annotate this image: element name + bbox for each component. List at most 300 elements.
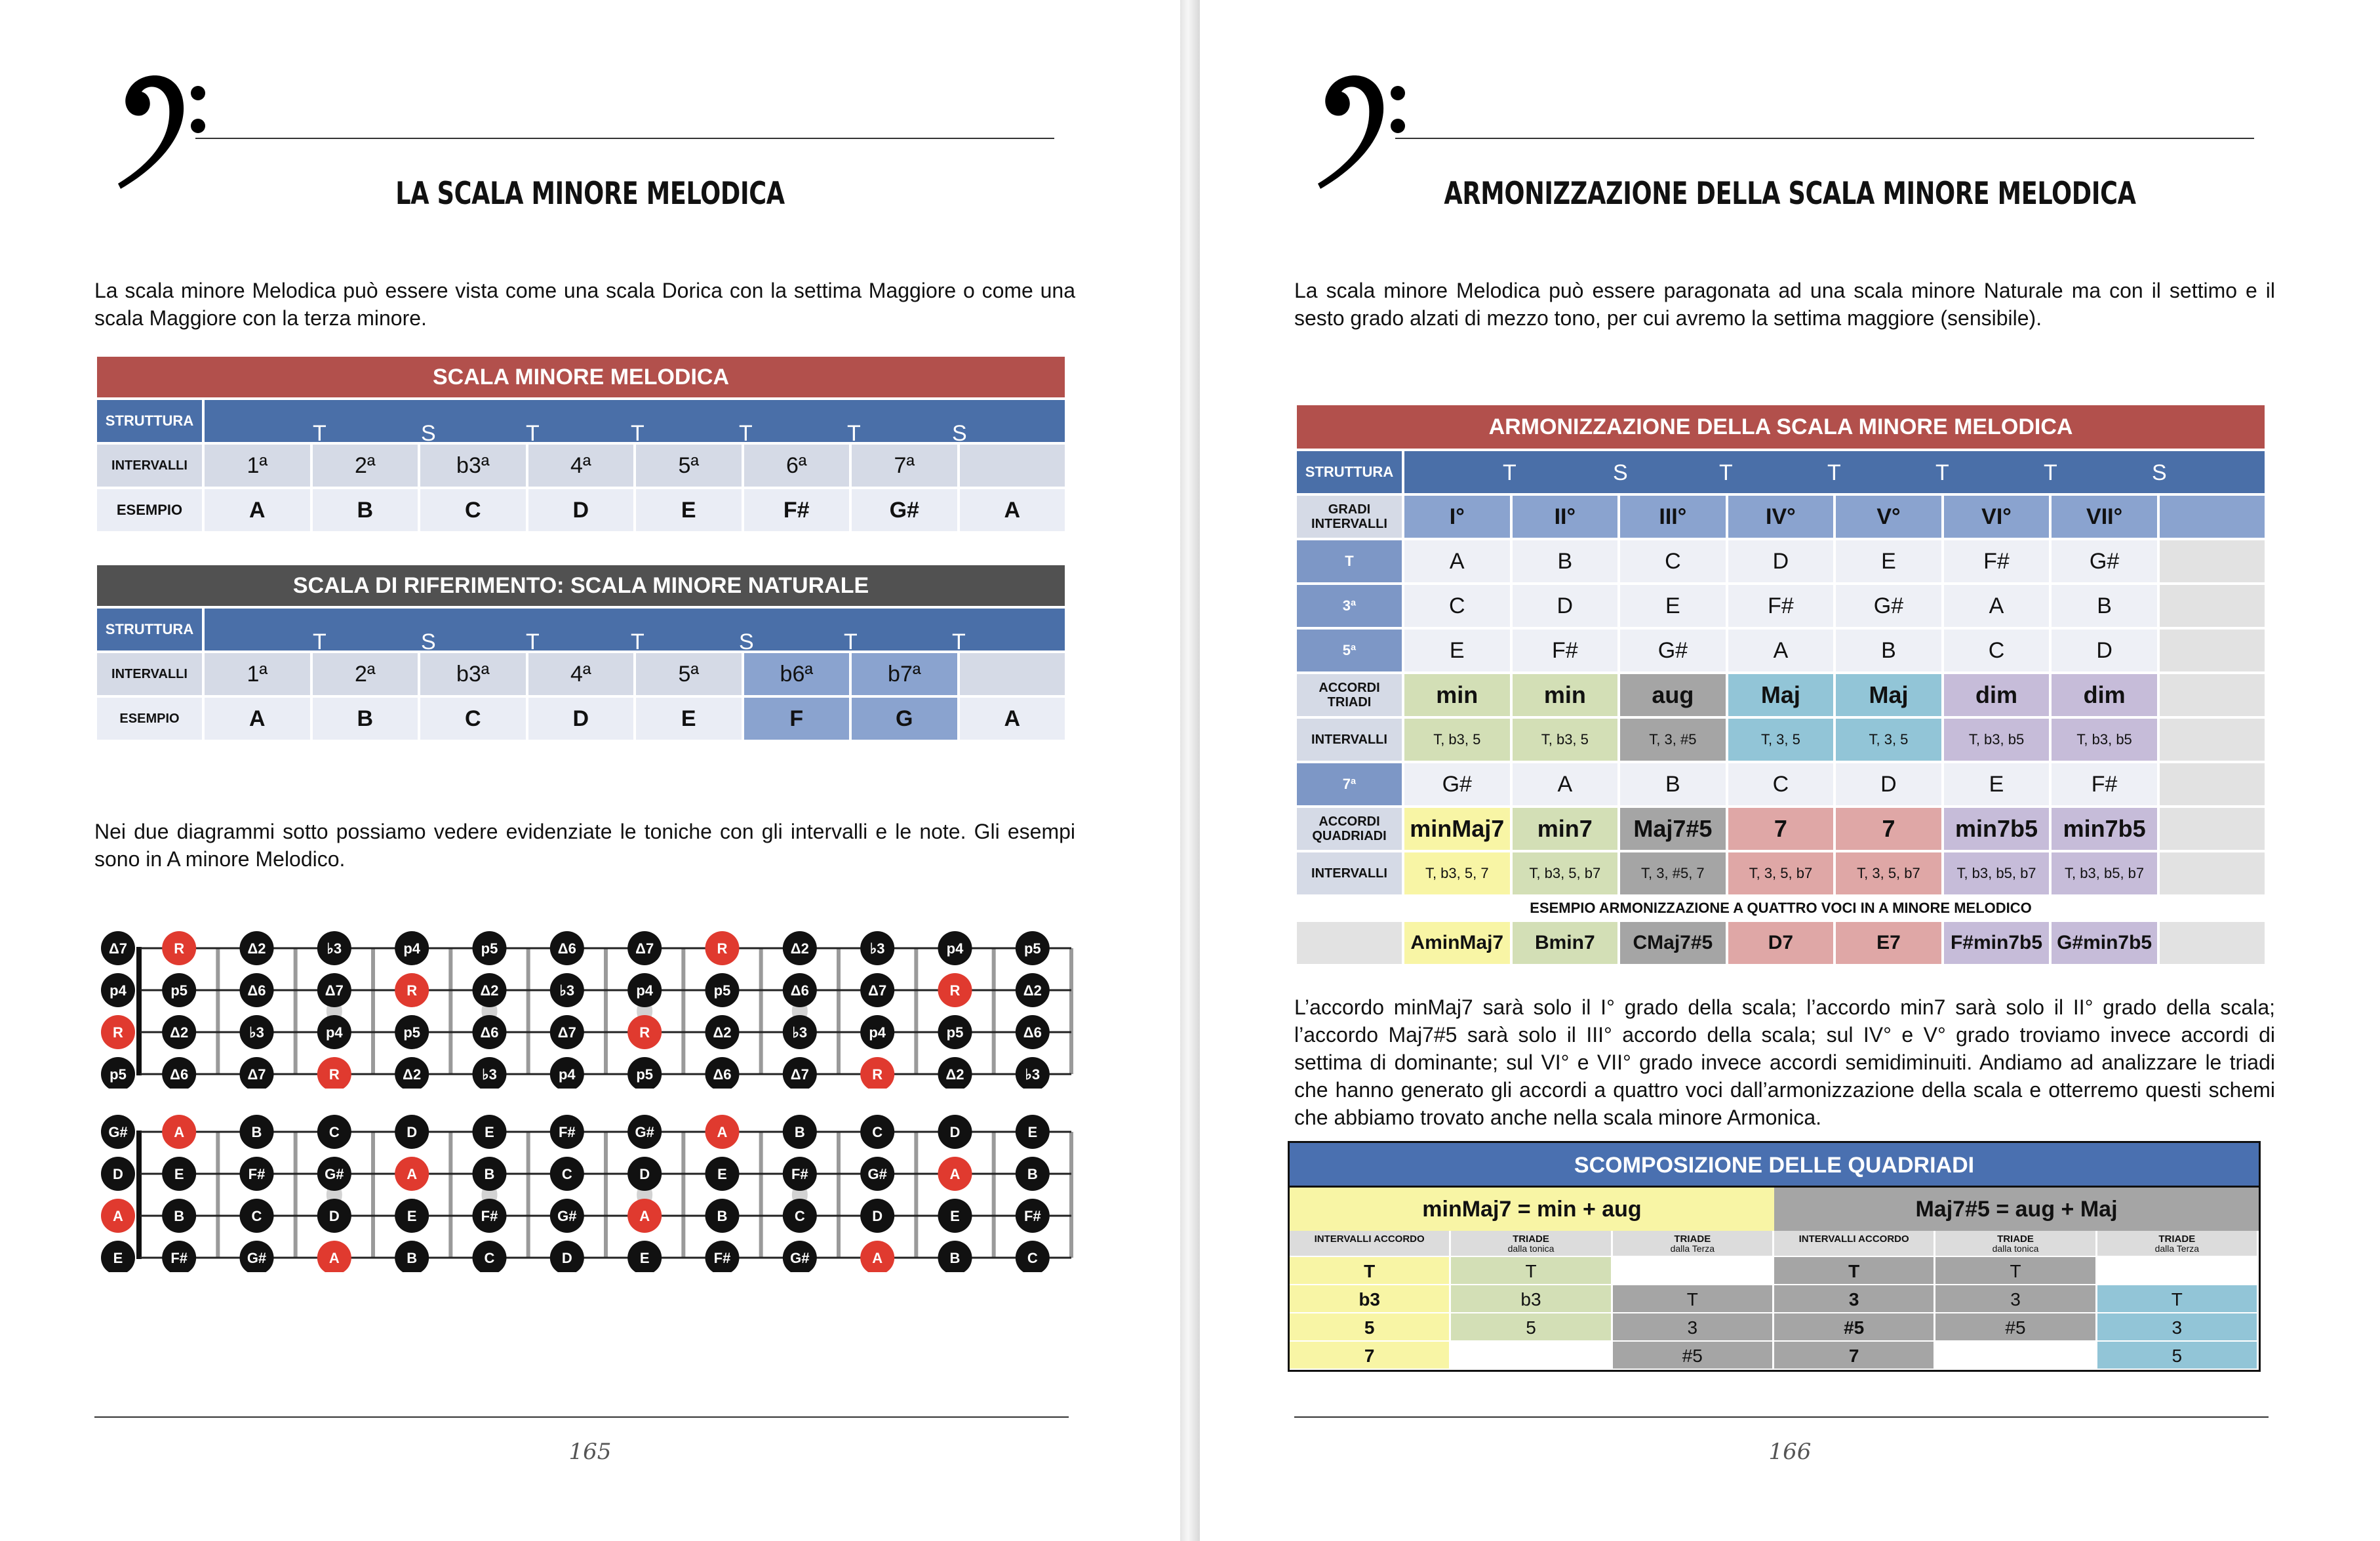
- left-formula: minMaj7 = min + aug: [1290, 1188, 1774, 1231]
- structure-step: S: [421, 421, 436, 442]
- note-dot: [1016, 1115, 1050, 1149]
- example-chord: F#min7b5: [1944, 922, 2050, 964]
- svg-text:C: C: [251, 1208, 262, 1224]
- svg-text:C: C: [872, 1124, 883, 1140]
- structure-step: T: [313, 421, 327, 442]
- note-dot: [938, 931, 972, 965]
- structure-step: T: [1827, 460, 1841, 485]
- svg-text:D: D: [639, 1166, 650, 1182]
- quad-cell: T: [1451, 1257, 1612, 1285]
- harm-cell: G#: [1620, 630, 1726, 671]
- fret-wire: [526, 948, 530, 1074]
- note-dot: [473, 1015, 507, 1049]
- harm-cell: D: [2052, 630, 2157, 671]
- note-dot: [473, 1115, 507, 1149]
- structure-strip: [205, 400, 1065, 442]
- row-label: STRUTTURA: [1297, 451, 1402, 493]
- svg-text:Δ7: Δ7: [247, 1066, 266, 1083]
- svg-text:A: A: [407, 1166, 418, 1182]
- harm-cell: G#: [2052, 540, 2157, 582]
- note-cell: G: [852, 698, 957, 740]
- note-dot: [101, 931, 135, 965]
- harm-cell: A: [1728, 630, 1834, 671]
- note-dot: [162, 1057, 196, 1089]
- header-rule: [1395, 138, 2254, 139]
- svg-text:Δ2: Δ2: [1023, 982, 1042, 999]
- structure-strip: [1404, 451, 2265, 493]
- svg-text:F#: F#: [248, 1166, 266, 1182]
- example-chord: Bmin7: [1513, 922, 1618, 964]
- interval-cell: 4ª: [528, 653, 634, 695]
- harm-cell: T, b3, 5, b7: [1513, 852, 1618, 894]
- note-dot: [317, 973, 351, 1007]
- root-note-dot: [938, 973, 972, 1007]
- row-label: STRUTTURA: [97, 609, 202, 650]
- quad-cell: b3: [1451, 1285, 1612, 1313]
- degree-cell: II°: [1513, 496, 1618, 538]
- harm-cell: C: [1944, 630, 2050, 671]
- structure-step: S: [1613, 460, 1628, 485]
- structure-step: T: [844, 630, 858, 650]
- note-dot: [1016, 1015, 1050, 1049]
- interval-cell: 2ª: [313, 445, 418, 487]
- root-note-dot: [860, 1057, 894, 1089]
- svg-text:A: A: [872, 1250, 883, 1266]
- note-dot: [1016, 973, 1050, 1007]
- note-dot: [938, 1115, 972, 1149]
- fret-wire: [604, 948, 608, 1074]
- harm-cell: Maj: [1836, 674, 1941, 716]
- note-dot: [550, 1115, 584, 1149]
- row-label: GRADI INTERVALLI: [1297, 496, 1402, 538]
- note-dot: [395, 1199, 429, 1233]
- empty-cell: [2160, 852, 2265, 894]
- row-label: INTERVALLI: [97, 653, 202, 695]
- svg-text:D: D: [872, 1208, 883, 1224]
- svg-text:Δ7: Δ7: [790, 1066, 809, 1083]
- fret-wire: [448, 1132, 452, 1258]
- structure-step: T: [313, 630, 327, 650]
- structure-step: S: [739, 630, 754, 650]
- note-dot: [317, 931, 351, 965]
- svg-text:F#: F#: [791, 1166, 808, 1182]
- svg-text:E: E: [1027, 1124, 1038, 1140]
- note-dot: [1016, 1057, 1050, 1089]
- svg-text:p5: p5: [170, 982, 188, 999]
- svg-text:Δ6: Δ6: [170, 1066, 189, 1083]
- example-row: [1297, 922, 2265, 964]
- svg-text:p5: p5: [1023, 940, 1041, 957]
- svg-text:G#: G#: [557, 1208, 577, 1224]
- interval-cell: b3ª: [420, 445, 526, 487]
- svg-text:B: B: [174, 1208, 185, 1224]
- svg-text:Δ6: Δ6: [790, 982, 809, 999]
- note-dot: [860, 973, 894, 1007]
- note-dot: [938, 1241, 972, 1272]
- harm-cell: T, b3, 5, 7: [1404, 852, 1510, 894]
- row-label: INTERVALLI: [97, 445, 202, 487]
- root-note-dot: [317, 1057, 351, 1089]
- svg-text:R: R: [949, 982, 961, 999]
- note-dot: [627, 973, 662, 1007]
- note-dot: [317, 1115, 351, 1149]
- note-dot: [473, 1057, 507, 1089]
- harm-cell: D: [1836, 763, 1941, 805]
- structure-step: S: [2152, 460, 2167, 485]
- note-dot: [860, 1115, 894, 1149]
- note-dot: [550, 1057, 584, 1089]
- harm-cell: G#: [1404, 763, 1510, 805]
- svg-text:Δ7: Δ7: [108, 940, 128, 957]
- page-title: ARMONIZZAZIONE DELLA SCALA MINORE MELODICA: [1444, 176, 2136, 212]
- note-dot: [317, 1015, 351, 1049]
- structure-step: T: [2044, 460, 2057, 485]
- svg-text:R: R: [113, 1024, 123, 1041]
- table-title: SCALA DI RIFERIMENTO: SCALA MINORE NATURALE: [97, 565, 1065, 606]
- interval-cell: 1ª: [205, 653, 310, 695]
- root-note-dot: [705, 931, 740, 965]
- svg-text:D: D: [561, 1250, 572, 1266]
- body-paragraph: L’accordo minMaj7 sarà solo il I° grado della scala; l’accordo min7 sarà solo il II° grado della scala; l’accordo Maj7#5 sarà solo il III° accordo della scala; sul IV° e V° grado troviamo invece accordi di settima di dominante; sul VI° e VII° grado invece accordi semidiminuiti. Andiamo ad analizzare le triadi che hanno generato gli accordi a quattro voci dall’armonizzazione della scala e otterremo questi schemi che abbiamo trovato anche nella scala minore Armonica.: [1294, 995, 2275, 1129]
- note-dot: [550, 1015, 584, 1049]
- row-label: STRUTTURA: [97, 400, 202, 442]
- note-cell: F: [744, 698, 850, 740]
- svg-text:F#: F#: [1023, 1208, 1041, 1224]
- interval-cell: 5ª: [636, 445, 742, 487]
- note-cell: B: [313, 698, 418, 740]
- structure-step: T: [1935, 460, 1949, 485]
- svg-text:p4: p4: [403, 940, 421, 957]
- svg-text:A: A: [174, 1124, 185, 1140]
- harm-row: [1297, 585, 2265, 627]
- harm-cell: min: [1404, 674, 1510, 716]
- fret-wire: [992, 1132, 996, 1258]
- note-dot: [783, 1157, 817, 1191]
- svg-text:E: E: [950, 1208, 960, 1224]
- interval-cell: b6ª: [744, 653, 850, 695]
- note-dot: [860, 931, 894, 965]
- svg-text:G#: G#: [635, 1124, 654, 1140]
- quad-cell: 7: [1290, 1342, 1451, 1370]
- harm-cell: B: [1513, 540, 1618, 582]
- root-note-dot: [101, 1015, 135, 1049]
- degree-cell: IV°: [1728, 496, 1834, 538]
- page-number: 165: [568, 1439, 612, 1465]
- note-dot: [627, 1115, 662, 1149]
- empty-cell: [2160, 719, 2265, 761]
- svg-text:C: C: [561, 1166, 572, 1182]
- row-label: 7ª: [1297, 763, 1402, 805]
- svg-text:♭3: ♭3: [327, 940, 342, 957]
- note-cell: B: [313, 489, 418, 531]
- note-dot: [162, 1199, 196, 1233]
- svg-text:Δ6: Δ6: [1023, 1024, 1042, 1041]
- svg-text:C: C: [794, 1208, 805, 1224]
- note-dot: [705, 1241, 740, 1272]
- fret-wire: [914, 1132, 918, 1258]
- empty-cell: [2160, 922, 2265, 964]
- root-note-dot: [938, 1157, 972, 1191]
- note-dot: [627, 1057, 662, 1089]
- harm-cell: T, 3, 5: [1728, 719, 1834, 761]
- note-dot: [938, 1199, 972, 1233]
- note-dot: [240, 931, 274, 965]
- degree-cell: V°: [1836, 496, 1941, 538]
- svg-text:♭3: ♭3: [869, 940, 885, 957]
- structure-step: T: [526, 421, 540, 442]
- note-cell: A: [960, 698, 1065, 740]
- empty-cell: [2160, 496, 2265, 538]
- degree-cell: VII°: [2052, 496, 2157, 538]
- svg-text:A: A: [328, 1250, 340, 1266]
- svg-text:A: A: [717, 1124, 728, 1140]
- note-dot: [101, 1115, 135, 1149]
- svg-text:B: B: [484, 1166, 495, 1182]
- note-dot: [240, 1115, 274, 1149]
- note-cell: E: [636, 489, 742, 531]
- note-dot: [705, 1057, 740, 1089]
- row-label: 3ª: [1297, 585, 1402, 627]
- harm-cell: min: [1513, 674, 1618, 716]
- note-dot: [783, 1015, 817, 1049]
- svg-text:G#: G#: [325, 1166, 344, 1182]
- page-number: 166: [1768, 1439, 1812, 1465]
- harm-cell: aug: [1620, 674, 1726, 716]
- quad-cell: T: [2097, 1285, 2259, 1313]
- header-rule: [195, 138, 1054, 139]
- fret-wire: [294, 948, 298, 1074]
- svg-text:Δ6: Δ6: [480, 1024, 499, 1041]
- interval-cell: 5ª: [636, 653, 742, 695]
- note-cell: F#: [744, 489, 850, 531]
- root-note-dot: [395, 973, 429, 1007]
- structure-step: S: [421, 630, 436, 650]
- interval-cell: 6ª: [744, 445, 850, 487]
- interval-cell: [960, 445, 1065, 487]
- note-dot: [162, 1015, 196, 1049]
- svg-text:Δ2: Δ2: [713, 1024, 732, 1041]
- quad-cell: 3: [2097, 1313, 2259, 1342]
- note-dot: [550, 1241, 584, 1272]
- note-dot: [705, 973, 740, 1007]
- fret-wire: [526, 1132, 530, 1258]
- row-label: 5ª: [1297, 630, 1402, 671]
- note-dot: [395, 931, 429, 965]
- harm-cell: C: [1728, 763, 1834, 805]
- note-dot: [240, 1157, 274, 1191]
- quad-cell: 3: [1935, 1285, 2097, 1313]
- interval-cell: [960, 653, 1065, 695]
- harm-cell: T, b3, b5: [1944, 719, 2050, 761]
- quad-cell: #5: [1935, 1313, 2097, 1342]
- svg-text:Δ6: Δ6: [713, 1066, 732, 1083]
- harm-cell: F#: [1513, 630, 1618, 671]
- quad-cell: T: [1774, 1257, 1935, 1285]
- row-label: ACCORDI QUADRIADI: [1297, 808, 1402, 850]
- harm-cell: A: [1513, 763, 1618, 805]
- svg-text:R: R: [717, 940, 728, 957]
- quad-cell: [1451, 1342, 1612, 1370]
- diagram-paragraph: Nei due diagrammi sotto possiamo vedere evidenziate le toniche con gli intervalli e le note. Gli esempi sono in A minore Melodico.: [94, 820, 1075, 871]
- svg-text:♭3: ♭3: [482, 1066, 497, 1083]
- note-dot: [395, 1115, 429, 1149]
- svg-text:♭3: ♭3: [559, 982, 575, 999]
- svg-text:B: B: [717, 1208, 728, 1224]
- structure-step: T: [847, 421, 861, 442]
- example-chord: AminMaj7: [1404, 922, 1510, 964]
- note-dot: [705, 1157, 740, 1191]
- note-dot: [550, 973, 584, 1007]
- column-header: INTERVALLI ACCORDO: [1290, 1231, 1451, 1257]
- svg-text:p4: p4: [558, 1066, 576, 1083]
- note-dot: [1016, 1199, 1050, 1233]
- svg-text:R: R: [328, 1066, 340, 1083]
- harm-cell: T, 3, 5, b7: [1836, 852, 1941, 894]
- svg-text:E: E: [174, 1166, 184, 1182]
- svg-text:p4: p4: [325, 1024, 343, 1041]
- intro-paragraph: La scala minore Melodica può essere vista come una scala Dorica con la settima Maggiore o come una scala Maggiore con la terza minore.: [94, 279, 1075, 330]
- harm-row: [1297, 763, 2265, 805]
- svg-text:E: E: [407, 1208, 417, 1224]
- quad-cell: T: [1290, 1257, 1451, 1285]
- note-dot: [1016, 931, 1050, 965]
- interval-cell: 1ª: [205, 445, 310, 487]
- svg-text:B: B: [1027, 1166, 1038, 1182]
- quad-cell: [2097, 1257, 2259, 1285]
- example-caption: ESEMPIO ARMONIZZAZIONE A QUATTRO VOCI IN A MINORE MELODICO: [1530, 900, 2032, 916]
- harm-cell: C: [1404, 585, 1510, 627]
- svg-text:R: R: [407, 982, 418, 999]
- row-label: ACCORDI TRIADI: [1297, 674, 1402, 716]
- svg-text:D: D: [949, 1124, 961, 1140]
- empty-cell: [2160, 585, 2265, 627]
- quad-cell: #5: [1613, 1342, 1774, 1370]
- structure-step: T: [526, 630, 540, 650]
- note-dot: [317, 1157, 351, 1191]
- svg-text:G#: G#: [867, 1166, 887, 1182]
- svg-text:Δ2: Δ2: [403, 1066, 422, 1083]
- note-dot: [783, 1199, 817, 1233]
- harm-cell: T, 3, 5: [1836, 719, 1941, 761]
- svg-text:E: E: [485, 1124, 494, 1140]
- quadriads-grid: [1290, 1231, 2259, 1370]
- fret-wire: [837, 1132, 841, 1258]
- harm-cell: B: [1620, 763, 1726, 805]
- svg-text:p4: p4: [869, 1024, 886, 1041]
- fret-wire: [837, 948, 841, 1074]
- harm-row: [1297, 674, 2265, 716]
- svg-text:C: C: [328, 1124, 340, 1140]
- empty-cell: [2160, 630, 2265, 671]
- note-dot: [550, 1199, 584, 1233]
- footer-rule: [94, 1416, 1069, 1418]
- empty-cell: [2160, 808, 2265, 850]
- root-note-dot: [705, 1115, 740, 1149]
- structure-step: T: [1719, 460, 1733, 485]
- structure-step: T: [631, 630, 645, 650]
- column-header: TRIADE dalla Terza: [1613, 1231, 1774, 1257]
- quad-cell: [1935, 1342, 2097, 1370]
- row-label: INTERVALLI: [1297, 852, 1402, 894]
- fret-wire: [294, 1132, 298, 1258]
- row-label: ESEMPIO: [97, 698, 202, 740]
- harm-cell: E: [1404, 630, 1510, 671]
- fret-wire: [216, 948, 220, 1074]
- svg-text:Δ6: Δ6: [557, 940, 576, 957]
- harm-row: [1297, 808, 2265, 850]
- harm-cell: T, b3, 5: [1513, 719, 1618, 761]
- svg-text:Δ2: Δ2: [945, 1066, 964, 1083]
- quad-cell: b3: [1290, 1285, 1451, 1313]
- structure-strip: [205, 609, 1065, 650]
- quad-cell: [1613, 1257, 1774, 1285]
- column-header: TRIADE dalla Terza: [2097, 1231, 2259, 1257]
- harm-cell: G#: [1836, 585, 1941, 627]
- note-cell: D: [528, 489, 634, 531]
- empty-cell: [2160, 674, 2265, 716]
- fret-wire: [1069, 948, 1073, 1074]
- svg-text:B: B: [794, 1124, 805, 1140]
- note-dot: [473, 1241, 507, 1272]
- note-dot: [240, 1015, 274, 1049]
- svg-text:p5: p5: [403, 1024, 421, 1041]
- harm-cell: A: [1944, 585, 2050, 627]
- harm-cell: E: [1836, 540, 1941, 582]
- harm-cell: T, 3, #5: [1620, 719, 1726, 761]
- structure-step: T: [631, 421, 645, 442]
- svg-text:R: R: [174, 940, 185, 957]
- svg-text:♭3: ♭3: [249, 1024, 264, 1041]
- note-dot: [627, 1157, 662, 1191]
- svg-text:F#: F#: [170, 1250, 188, 1266]
- root-note-dot: [162, 1115, 196, 1149]
- note-dot: [783, 1115, 817, 1149]
- note-dot: [101, 1157, 135, 1191]
- footer-rule: [1294, 1416, 2269, 1418]
- harm-cell: T, b3, b5, b7: [2052, 852, 2157, 894]
- harm-cell: 7: [1836, 808, 1941, 850]
- harm-cell: E: [1620, 585, 1726, 627]
- note-dot: [101, 973, 135, 1007]
- svg-text:B: B: [251, 1124, 262, 1140]
- harm-row: [1297, 719, 2265, 761]
- svg-text:Δ7: Δ7: [325, 982, 344, 999]
- bass-clef-icon: [109, 66, 207, 190]
- root-note-dot: [101, 1199, 135, 1233]
- quad-cell: T: [1613, 1285, 1774, 1313]
- note-dot: [860, 1157, 894, 1191]
- note-dot: [473, 931, 507, 965]
- fret-wire: [371, 1132, 375, 1258]
- structure-step: T: [952, 630, 966, 650]
- svg-text:Δ6: Δ6: [247, 982, 266, 999]
- svg-text:♭3: ♭3: [792, 1024, 808, 1041]
- harm-cell: B: [2052, 585, 2157, 627]
- svg-text:p4: p4: [946, 940, 964, 957]
- quad-cell: 5: [2097, 1342, 2259, 1370]
- quad-cell: 5: [1451, 1313, 1612, 1342]
- interval-cell: 2ª: [313, 653, 418, 695]
- note-dot: [860, 1015, 894, 1049]
- note-cell: D: [528, 698, 634, 740]
- row-label: ESEMPIO: [97, 489, 202, 531]
- root-note-dot: [317, 1241, 351, 1272]
- harm-row: [1297, 540, 2265, 582]
- quad-cell: 5: [1290, 1313, 1451, 1342]
- note-cell: A: [205, 489, 310, 531]
- fret-wire: [604, 1132, 608, 1258]
- harm-cell: F#: [1728, 585, 1834, 627]
